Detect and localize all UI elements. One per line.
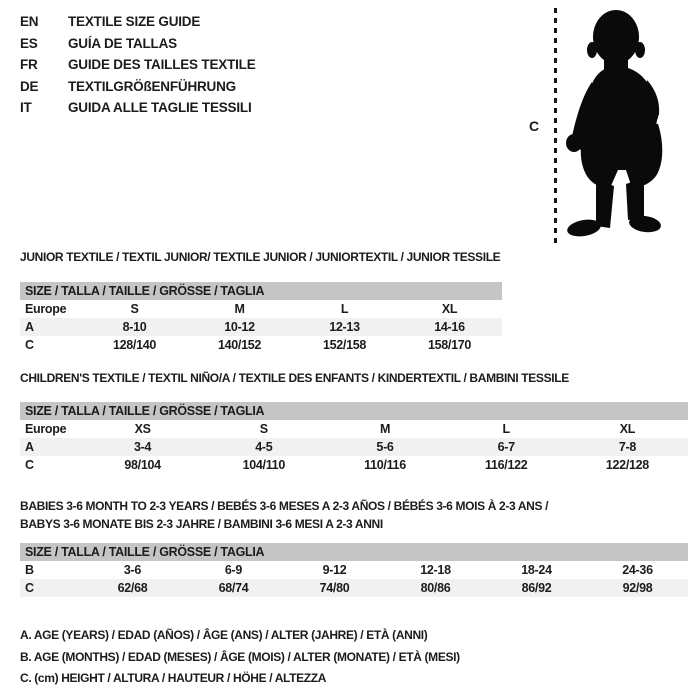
size-cell: L	[340, 302, 349, 316]
row-label: B	[25, 563, 34, 577]
table-row	[20, 336, 502, 354]
table-row	[20, 438, 688, 456]
size-cell: 68/74	[218, 581, 249, 595]
junior-table-header: SIZE / TALLA / TAILLE / GRÖSSE / TAGLIA	[20, 282, 502, 300]
size-cell: M	[234, 302, 245, 316]
language-row-fr	[20, 54, 256, 76]
babies-table-header: SIZE / TALLA / TAILLE / GRÖSSE / TAGLIA	[20, 543, 688, 561]
table-row	[20, 420, 688, 438]
measure-label-c: C	[529, 118, 540, 134]
language-label: GUIDA ALLE TAGLIE TESSILI	[68, 100, 252, 116]
size-cell: 24-36	[622, 563, 653, 577]
size-cell: XS	[134, 422, 151, 436]
table-row	[20, 561, 688, 579]
size-cell: 152/158	[322, 338, 367, 352]
size-cell: 122/128	[605, 458, 649, 472]
size-cell: M	[379, 422, 391, 436]
size-cell: 110/116	[364, 458, 406, 472]
children-table-header: SIZE / TALLA / TAILLE / GRÖSSE / TAGLIA	[20, 402, 688, 420]
row-label: C	[25, 338, 34, 352]
table-row	[20, 579, 688, 597]
size-cell: 128/140	[112, 338, 157, 352]
size-cell: 62/68	[117, 581, 148, 595]
row-label: C	[25, 458, 34, 472]
row-label: C	[25, 581, 34, 595]
babies-size-table	[20, 543, 688, 597]
language-row-en	[20, 11, 256, 33]
babies-title-line2: BABYS 3-6 MONATE BIS 2-3 JAHRE / BAMBINI 3-6 MESI A 2-3 ANNI	[20, 517, 383, 531]
size-cell: 104/110	[242, 458, 285, 472]
size-cell: 116/122	[485, 458, 528, 472]
junior-size-table	[20, 282, 502, 354]
size-cell: 12-13	[329, 320, 360, 334]
size-cell: 6-7	[497, 440, 515, 454]
size-cell: 10-12	[224, 320, 255, 334]
language-row-es	[20, 33, 256, 55]
footnote-a: A. AGE (YEARS) / EDAD (AÑOS) / ÂGE (ANS) / ALTER (JAHRE) / ETÀ (ANNI)	[20, 628, 428, 642]
row-label: A	[25, 440, 34, 454]
babies-title-line1: BABIES 3-6 MONTH TO 2-3 YEARS / BEBÉS 3-6 MESES A 2-3 AÑOS / BÉBÉS 3-6 MOIS À 2-3 ANS /	[20, 499, 549, 513]
row-label: Europe	[25, 302, 67, 316]
language-list	[20, 11, 256, 119]
size-cell: 12-18	[420, 563, 451, 577]
size-cell: 74/80	[319, 581, 350, 595]
footnotes	[20, 625, 460, 690]
size-cell: 8-10	[122, 320, 147, 334]
language-code: ES	[20, 35, 38, 51]
size-cell: XL	[441, 302, 458, 316]
language-label: TEXTILGRÖßENFÜHRUNG	[68, 78, 236, 94]
junior-section-title: JUNIOR TEXTILE / TEXTIL JUNIOR/ TEXTILE JUNIOR / JUNIORTEXTIL / JUNIOR TESSILE	[20, 250, 501, 264]
size-cell: XL	[619, 422, 636, 436]
footnote-c: C. (cm) HEIGHT / ALTURA / HAUTEUR / HÖHE / ALTEZZA	[20, 671, 327, 685]
language-label: TEXTILE SIZE GUIDE	[68, 14, 201, 30]
size-cell: 3-4	[134, 440, 152, 454]
table-row	[20, 300, 502, 318]
table-row	[20, 456, 688, 474]
row-label: A	[25, 320, 34, 334]
size-cell: 14-16	[434, 320, 465, 334]
language-row-de	[20, 76, 256, 98]
language-label: GUIDE DES TAILLES TEXTILE	[68, 57, 256, 73]
size-cell: 80/86	[420, 581, 451, 595]
toddler-silhouette-image	[564, 4, 692, 246]
footnote-b: B. AGE (MONTHS) / EDAD (MESES) / ÂGE (MOIS) / ALTER (MONATE) / ETÀ (MESI)	[20, 649, 460, 664]
language-code: FR	[20, 57, 38, 73]
size-cell: 6-9	[224, 563, 243, 577]
size-cell: 3-6	[123, 563, 142, 577]
size-cell: 158/170	[427, 338, 472, 352]
children-size-table	[20, 402, 688, 474]
row-label: Europe	[25, 422, 67, 436]
language-code: IT	[20, 100, 32, 116]
size-cell: 7-8	[618, 440, 636, 454]
size-cell: 86/92	[521, 581, 552, 595]
size-cell: 92/98	[622, 581, 653, 595]
size-cell: 18-24	[521, 563, 552, 577]
children-section-title: CHILDREN'S TEXTILE / TEXTIL NIÑO/A / TEXTILE DES ENFANTS / KINDERTEXTIL / BAMBINI TESSILE	[20, 371, 569, 385]
size-cell: 5-6	[376, 440, 394, 454]
language-label: GUÍA DE TALLAS	[68, 35, 177, 51]
size-cell: 9-12	[322, 563, 347, 577]
language-row-it	[20, 97, 256, 119]
language-code: EN	[20, 14, 39, 30]
babies-section-title	[20, 497, 548, 533]
size-cell: S	[259, 422, 268, 436]
size-cell: S	[130, 302, 139, 316]
size-cell: 98/104	[124, 458, 161, 472]
size-cell: L	[502, 422, 510, 436]
height-measure-line	[554, 8, 557, 246]
size-cell: 140/152	[217, 338, 262, 352]
size-cell: 4-5	[255, 440, 273, 454]
language-code: DE	[20, 78, 39, 94]
table-row	[20, 318, 502, 336]
